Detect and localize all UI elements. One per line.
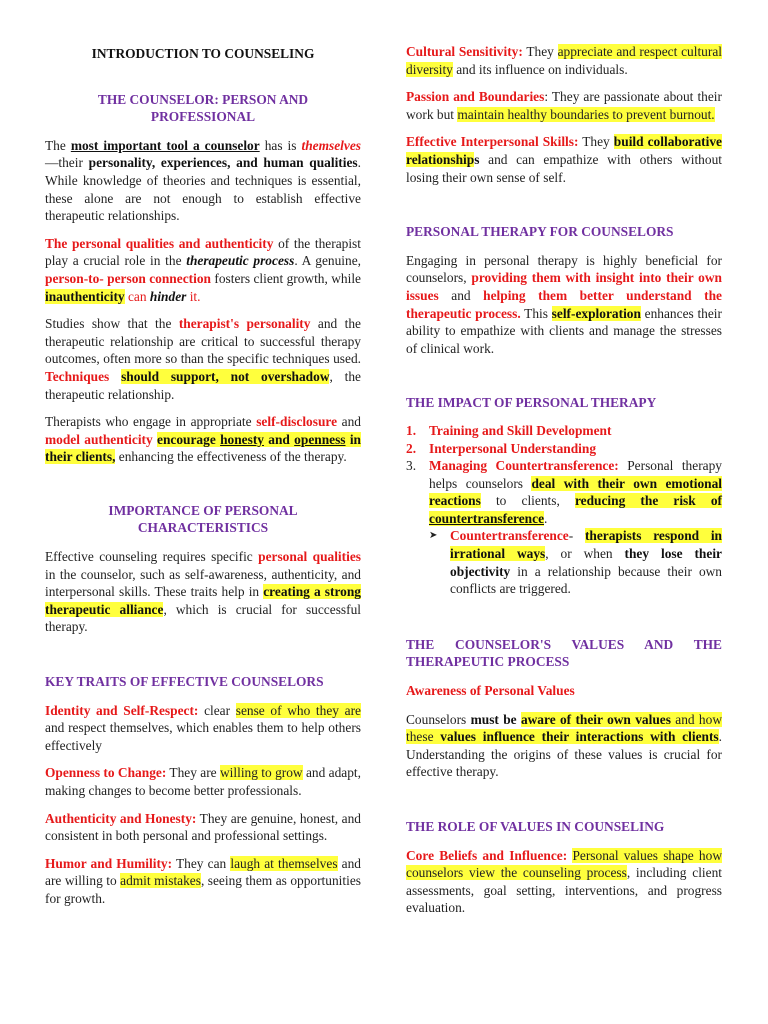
arrow-bullet-icon: ➤ [429, 530, 438, 542]
document-title: INTRODUCTION TO COUNSELING [91, 46, 315, 61]
trait-cultural-sensitivity: Cultural Sensitivity: They appreciate and respect cultural diversity and its influence on individuals. [406, 44, 722, 77]
heading-counselor-person: THE COUNSELOR: PERSON AND PROFESSIONAL [97, 91, 309, 125]
paragraph-awareness-values: Counselors must be aware of their own values and how these values influence their interactions with clients. Understanding the origins of these values is crucial for effective therapy. [406, 711, 722, 780]
paragraph-core-beliefs: Core Beliefs and Influence: Personal values shape how counselors view the counseling process, including client assessments, goal setting, interventions, and progress evaluation. [406, 847, 722, 916]
trait-openness: Openness to Change: They are willing to grow and adapt, making changes to become better professionals. [45, 765, 362, 798]
paragraph-effective-counseling: Effective counseling requires specific personal qualities in the counselor, such as self-awareness, authenticity, and interpersonal skills. These traits help in creating a strong therapeutic alliance, which is crucial for successful therapy. [45, 549, 361, 635]
heading-impact-personal-therapy: THE IMPACT OF PERSONAL THERAPY [406, 395, 657, 411]
paragraph-personal-qualities: The personal qualities and authenticity of the therapist play a crucial role in the therapeutic process. A genuine, person-to- person connection fosters client growth, while inauthenticity can hinder it. [45, 235, 362, 304]
list-item: 1. Training and Skill Development [406, 422, 612, 438]
countertransference-subitem: ➤ Countertransference- therapists respond in irrational ways, or when they lose their objectivity in a relationship because their own conflicts are triggered. [429, 528, 722, 597]
list-item: 2. Interpersonal Understanding [406, 440, 597, 456]
paragraph-personal-therapy: Engaging in personal therapy is highly beneficial for counselors, providing them with insight into their own issues and helping them better understand the therapeutic process. This self-exploration enhances their ability to empathize with clients and manage the stresses of clinical work. [406, 252, 723, 356]
paragraph-studies: Studies show that the therapist's personality and the therapeutic relationship are critical to successful therapy outcomes, often more so than the specific techniques used. Techniques should support, not overshadow, the therapeutic relationship. [45, 316, 361, 402]
paragraph-most-important-tool: The most important tool a counselor has is themselves —their personality, experiences, and human qualities. While knowledge of theories and techniques is essential, these alone are not enough to establish effective therapeutic relationships. [45, 137, 361, 224]
trait-interpersonal-skills: Effective Interpersonal Skills: They build collaborative relationships and can empathize with others without losing their own sense of self. [406, 134, 722, 185]
heading-counselor-values: THE COUNSELOR'S VALUES AND THE THERAPEUTIC PROCESS [406, 636, 722, 670]
impact-list [406, 422, 722, 528]
trait-humor: Humor and Humility: They can laugh at themselves and are willing to admit mistakes, seeing them as opportunities for growth. [45, 855, 362, 906]
subheading-awareness-values: Awareness of Personal Values [406, 683, 575, 699]
heading-importance-characteristics: IMPORTANCE OF PERSONAL CHARACTERISTICS [108, 502, 298, 536]
trait-passion-boundaries: Passion and Boundaries: They are passionate about their work but maintain healthy boundaries to prevent burnout. [406, 89, 722, 122]
trait-authenticity: Authenticity and Honesty: They are genuine, honest, and consistent in both personal and professional settings. [45, 810, 362, 844]
heading-role-of-values: THE ROLE OF VALUES IN COUNSELING [406, 819, 665, 834]
paragraph-self-disclosure: Therapists who engage in appropriate self-disclosure and model authenticity encourage honesty and openness in their clients, enhancing the effectiveness of the therapy. [45, 414, 361, 465]
trait-identity: Identity and Self-Respect: clear sense of who they are and respect themselves, which enables them to help others effectively [45, 702, 361, 753]
right-column [406, 43, 722, 927]
heading-personal-therapy: PERSONAL THERAPY FOR COUNSELORS [406, 224, 674, 240]
left-column [45, 43, 361, 918]
list-item: 3. Managing Countertransference: Personal therapy helps counselors deal with their own emotional reactions to clients, reducing the risk of countertransference. [406, 458, 722, 526]
heading-key-traits: KEY TRAITS OF EFFECTIVE COUNSELORS [45, 674, 324, 690]
